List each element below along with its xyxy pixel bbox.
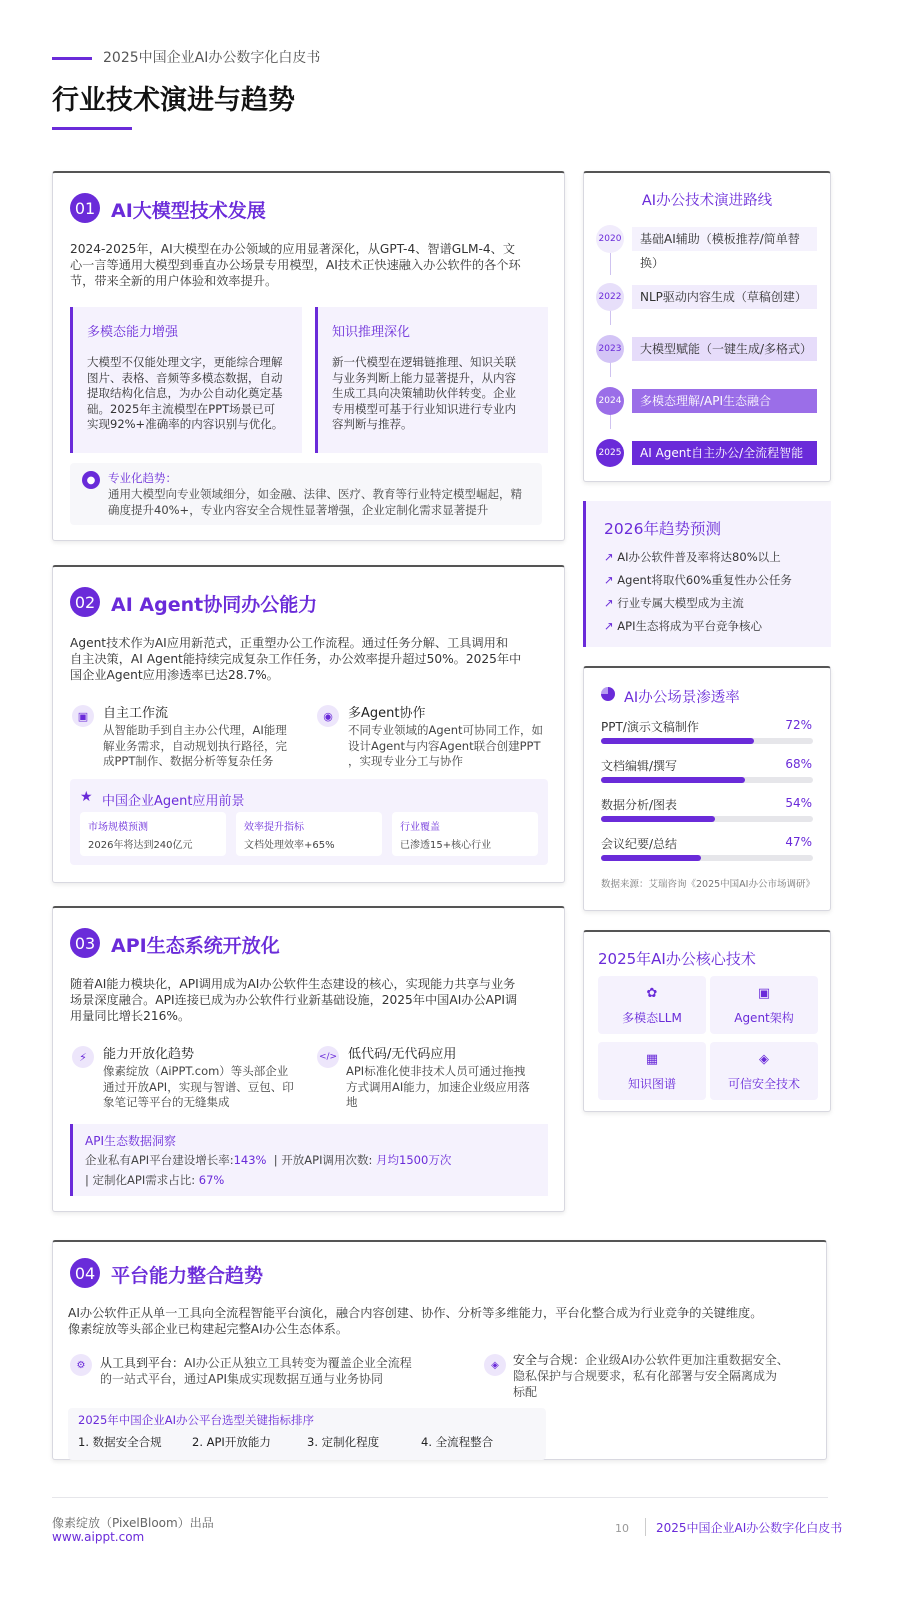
bar-category-label: PPT/演示文稿制作 [601, 720, 699, 734]
shield-icon: ◈ [484, 1354, 506, 1376]
trend-item: ↗ AI办公软件普及率将达80%以上 [604, 550, 781, 564]
section-1-intro: 2024-2025年，AI大模型在办公领域的应用显著深化，从GPT-4、智谱GLM-4、文 心一言等通用大模型到垂直办公场景专用模型，AI技术正快速融入办公软件的各个环 节，带来全新的用户体验和效率提升。 [70, 242, 521, 288]
header-subtitle: 2025中国企业AI办公数字化白皮书 [103, 50, 321, 66]
section-4-card [52, 1240, 827, 1460]
tool-to-platform-desc: 从工具到平台：AI办公正从独立工具转变为覆盖企业全流程 的一站式平台，通过API集成实现数据互通与业务协同 [100, 1356, 412, 1386]
chart-title: AI办公场景渗透率 [624, 690, 740, 706]
low-code-desc: API标准化使非技术人员可通过拖拽 方式调用AI能力，加速企业级应用落 地 [346, 1064, 530, 1109]
section-1-card [52, 171, 565, 541]
section-3-number: 03 [70, 928, 100, 958]
multi-agent-desc: 不同专业领域的Agent可协同工作，如 设计Agent与内容Agent联合创建PPT ，实现专业分工与协作 [348, 723, 544, 768]
low-code-title: 低代码/无代码应用 [348, 1047, 457, 1062]
tech-label: 知识图谱 [627, 1077, 676, 1091]
trends-card [583, 501, 831, 647]
agent-outlook-title: 中国企业Agent应用前景 [102, 794, 245, 809]
footer-url[interactable]: www.aippt.com [52, 1530, 145, 1544]
trends-list [604, 546, 792, 638]
trend-up-icon: ↗ [604, 573, 614, 587]
stat-value: 已渗透15+核心行业 [400, 840, 492, 851]
shield-icon: ◈ [759, 1052, 769, 1067]
rank-item: 4. 全流程整合 [421, 1435, 494, 1449]
bar-fill [601, 738, 754, 744]
trend-item: ↗ 行业专属大模型成为主流 [604, 596, 744, 610]
section-2-card [52, 565, 565, 883]
stat-card [80, 812, 226, 856]
stat-card [392, 812, 538, 856]
multimodal-desc: 大模型不仅能处理文字，更能综合理解 图片、表格、音频等多模态数据，自动 提取结构化信息，为办公自动化奠定基 础。2025年主流模型在PPT场景已可 实现92%+准确率的内容识别与优化。 [87, 355, 284, 431]
timeline-year: 2020 [596, 225, 624, 253]
section-2-number: 02 [70, 587, 100, 617]
tech-label: Agent架构 [734, 1011, 794, 1025]
plug-icon: ⚡ [72, 1046, 94, 1068]
page-title: 行业技术演进与趋势 [52, 85, 295, 116]
tech-label: 多模态LLM [622, 1011, 682, 1025]
star-icon: ★ [80, 789, 93, 805]
stat-card [236, 812, 382, 856]
specialization-tip [70, 463, 542, 525]
code-icon: </> [317, 1046, 339, 1068]
bar-value-label: 68% [785, 757, 812, 771]
open-capability-title: 能力开放化趋势 [103, 1047, 195, 1062]
timeline-year: 2025 [596, 439, 624, 467]
stat-label: 市场规模预测 [88, 822, 148, 833]
trends-title: 2026年趋势预测 [604, 520, 721, 538]
penetration-card [583, 666, 831, 911]
multi-agent-title: 多Agent协作 [348, 706, 426, 721]
section-3-card [52, 906, 565, 1212]
robot-icon: ▣ [72, 705, 94, 727]
pie-chart-icon [601, 687, 615, 701]
section-3-title: API生态系统开放化 [111, 935, 280, 957]
bar-fill [601, 777, 745, 783]
tech-label: 可信安全技术 [727, 1077, 800, 1091]
timeline-text: NLP驱动内容生成（草稿创建） [632, 285, 817, 309]
bar-category-label: 数据分析/图表 [601, 798, 678, 812]
api-insight-panel [70, 1124, 548, 1196]
tech-multimodal-llm [598, 976, 706, 1034]
chart-source: 数据来源：艾瑞咨询《2025中国AI办公市场调研》 [601, 879, 815, 890]
stat-label: 效率提升指标 [244, 822, 304, 833]
trend-up-icon: ↗ [604, 619, 614, 633]
gears-icon: ⚙ [70, 1354, 92, 1376]
tip-title: 专业化趋势： [108, 471, 177, 485]
header-accent-line [52, 57, 92, 60]
autonomous-workflow-desc: 从智能助手到自主办公代理，AI能理 解业务需求，自动规划执行路径，完 成PPT制作、数据分析等复杂任务 [103, 723, 287, 768]
section-2-title: AI Agent协同办公能力 [111, 594, 318, 616]
lightbulb-icon: ● [82, 471, 100, 489]
ranking-panel [68, 1408, 546, 1460]
timeline-text: 基础AI辅助（模板推荐/简单替换） [632, 227, 817, 251]
section-1-number: 01 [70, 193, 100, 223]
open-capability-desc: 像素绽放（AiPPT.com）等头部企业 通过开放API，实现与智谱、豆包、印 象笔记等平台的无缝集成 [103, 1064, 294, 1109]
core-tech-card [583, 930, 831, 1112]
bar-category-label: 会议纪要/总结 [601, 837, 678, 851]
reasoning-box [315, 307, 548, 453]
rank-item: 1. 数据安全合规 [78, 1435, 162, 1449]
bar-fill [601, 855, 701, 861]
page-number: 10 [615, 1522, 629, 1535]
chip-icon: ▦ [645, 1052, 659, 1067]
bar-fill [601, 816, 715, 822]
security-compliance-desc: 安全与合规：企业级AI办公软件更加注重数据安全、 隐私保护与合规要求，私有化部署与安全隔离成为 标配 [513, 1353, 789, 1399]
roadmap-title: AI办公技术演进路线 [641, 193, 773, 209]
bar-value-label: 54% [785, 796, 812, 810]
section-4-number: 04 [70, 1258, 100, 1288]
bar-category-label: 文档编辑/撰写 [601, 759, 678, 773]
rank-item: 2. API开放能力 [192, 1435, 271, 1449]
section-4-intro: AI办公软件正从单一工具向全流程智能平台演化，融合内容创建、协作、分析等多维能力，平台化整合成为行业竞争的关键维度。 像素绽放等头部企业已构建起完整AI办公生态体系。 [68, 1306, 763, 1336]
tech-knowledge-graph [598, 1042, 706, 1100]
multimodal-box [70, 307, 302, 453]
bar-value-label: 47% [785, 835, 812, 849]
reasoning-title: 知识推理深化 [332, 325, 411, 340]
timeline-connector [610, 253, 611, 275]
stat-value: 文档处理效率+65% [244, 840, 335, 851]
autonomous-workflow-title: 自主工作流 [103, 706, 169, 721]
tech-trusted-security [710, 1042, 818, 1100]
core-tech-title: 2025年AI办公核心技术 [598, 950, 756, 968]
timeline-text: 大模型赋能（一键生成/多格式） [632, 337, 817, 361]
trend-up-icon: ↗ [604, 550, 614, 564]
roadmap-card [583, 171, 831, 482]
api-insight-title: API生态数据洞察 [85, 1134, 176, 1148]
rank-item: 3. 定制化程度 [307, 1435, 380, 1449]
multimodal-title: 多模态能力增强 [87, 325, 179, 340]
robot-icon: ▣ [757, 986, 771, 1001]
footer-doc-title: 2025中国企业AI办公数字化白皮书 [656, 1521, 843, 1535]
section-4-title: 平台能力整合趋势 [111, 1265, 264, 1287]
brain-icon: ✿ [646, 986, 658, 1001]
footer-separator [645, 1518, 646, 1536]
section-1-title: AI大模型技术发展 [111, 200, 266, 222]
trend-up-icon: ↗ [604, 596, 614, 610]
reasoning-desc: 新一代模型在逻辑链推理、知识关联 与业务判断上能力显著提升，从内容 生成工具向决策辅助伙伴转变。企业 专用模型可基于行业知识进行专业内 容判断与推荐。 [332, 355, 516, 431]
ranking-title: 2025年中国企业AI办公平台选型关键指标排序 [78, 1413, 315, 1427]
api-insight-row-2: | 定制化API需求占比: 67% [85, 1173, 225, 1187]
section-3-intro: 随着AI能力模块化，API调用成为AI办公软件生态建设的核心，实现能力共享与业务 场景深度融合。API连接已成为办公软件行业新基础设施，2025年中国AI办公API调 用量同比增长216%。 [70, 977, 518, 1023]
stat-value: 2026年将达到240亿元 [88, 840, 193, 851]
trend-item: ↗ API生态将成为平台竞争核心 [604, 619, 762, 633]
api-insight-row-1: 企业私有API平台建设增长率:143% | 开放API调用次数: 月均1500万次 [85, 1153, 452, 1167]
timeline-year: 2024 [596, 387, 624, 415]
stat-label: 行业覆盖 [400, 822, 440, 833]
agent-outlook-panel [70, 779, 548, 865]
timeline-year: 2023 [596, 335, 624, 363]
timeline-text: 多模态理解/API生态融合 [632, 389, 817, 413]
footer-divider [52, 1497, 828, 1498]
timeline-text: AI Agent自主办公/全流程智能 [632, 441, 817, 465]
bar-value-label: 72% [785, 718, 812, 732]
chat-icon: ◉ [317, 705, 339, 727]
section-2-intro: Agent技术作为AI应用新范式，正重塑办公工作流程。通过任务分解、工具调用和 自主决策，AI Agent能持续完成复杂工作任务，办公效率提升超过50%。2025年中 国企业Agent应用渗透率已达28.7%。 [70, 636, 522, 682]
tip-text: 通用大模型向专业领域细分，如金融、法律、医疗、教育等行业特定模型崛起，精 确度提升40%+，专业内容安全合规性显著增强，企业定制化需求显著提升 [108, 487, 522, 517]
timeline-year: 2022 [596, 283, 624, 311]
footer-brand: 像素绽放（PixelBloom）出品 [52, 1516, 214, 1530]
tech-agent-architecture [710, 976, 818, 1034]
trend-item: ↗ Agent将取代60%重复性办公任务 [604, 573, 792, 587]
title-underline [52, 127, 132, 130]
